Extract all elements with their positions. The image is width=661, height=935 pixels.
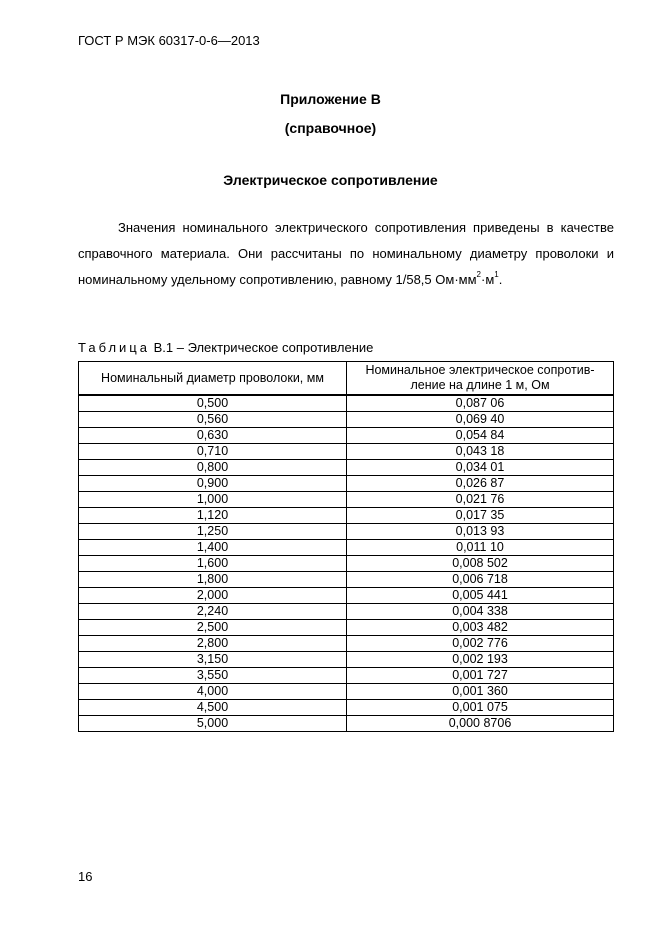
document-header: ГОСТ Р МЭК 60317-0-6—2013	[78, 33, 260, 48]
table-row	[79, 492, 614, 508]
cell-resistance: 0,054 84	[347, 428, 614, 444]
cell-resistance: 0,069 40	[347, 412, 614, 428]
caption-label: Таблица	[78, 340, 150, 355]
cell-diameter: 1,250	[79, 524, 347, 540]
table-row	[79, 395, 614, 412]
cell-diameter: 4,500	[79, 700, 347, 716]
table-row	[79, 444, 614, 460]
cell-diameter: 2,500	[79, 620, 347, 636]
cell-diameter: 0,900	[79, 476, 347, 492]
cell-resistance: 0,006 718	[347, 572, 614, 588]
cell-resistance: 0,001 727	[347, 668, 614, 684]
caption-text: В.1 – Электрическое сопротивление	[149, 340, 374, 355]
paragraph-text: Значения номинального электрического сопротивления приведены в качестве справочного материала. Они рассчитаны по номинальному диаметру проволоки и номинальному удельному сопротивлению, равному 1/58,5 Ом·мм	[78, 220, 614, 287]
cell-diameter: 1,600	[79, 556, 347, 572]
cell-resistance: 0,001 075	[347, 700, 614, 716]
table-row	[79, 684, 614, 700]
cell-resistance: 0,043 18	[347, 444, 614, 460]
cell-diameter: 2,000	[79, 588, 347, 604]
appendix-title: Приложение В	[280, 91, 381, 107]
cell-resistance: 0,002 776	[347, 636, 614, 652]
cell-diameter: 0,800	[79, 460, 347, 476]
resistance-table	[78, 361, 614, 732]
cell-resistance: 0,004 338	[347, 604, 614, 620]
cell-resistance: 0,034 01	[347, 460, 614, 476]
cell-resistance: 0,000 8706	[347, 716, 614, 732]
cell-resistance: 0,002 193	[347, 652, 614, 668]
table-row	[79, 540, 614, 556]
cell-diameter: 1,120	[79, 508, 347, 524]
cell-resistance: 0,003 482	[347, 620, 614, 636]
cell-diameter: 0,710	[79, 444, 347, 460]
cell-diameter: 0,500	[79, 395, 347, 412]
cell-resistance: 0,087 06	[347, 395, 614, 412]
header-resistance-text: Номинальное электрическое сопротив-ление на длине 1 м, Ом	[365, 363, 595, 392]
exponent-2: 2	[476, 270, 481, 279]
unit-meter: ·м	[480, 272, 495, 287]
cell-diameter: 5,000	[79, 716, 347, 732]
cell-resistance: 0,011 10	[347, 540, 614, 556]
table-row	[79, 556, 614, 572]
table-row	[79, 476, 614, 492]
table-row	[79, 604, 614, 620]
cell-resistance: 0,017 35	[347, 508, 614, 524]
table-row	[79, 716, 614, 732]
header-resistance	[347, 362, 614, 396]
table-row	[79, 572, 614, 588]
table-row	[79, 668, 614, 684]
table-row	[79, 508, 614, 524]
table-row	[79, 588, 614, 604]
cell-resistance: 0,005 441	[347, 588, 614, 604]
cell-resistance: 0,026 87	[347, 476, 614, 492]
cell-diameter: 0,630	[79, 428, 347, 444]
cell-diameter: 3,550	[79, 668, 347, 684]
table-header-row	[79, 362, 614, 396]
table-row	[79, 620, 614, 636]
exponent-minus-1: 1	[494, 270, 499, 279]
cell-resistance: 0,001 360	[347, 684, 614, 700]
cell-diameter: 0,560	[79, 412, 347, 428]
cell-resistance: 0,021 76	[347, 492, 614, 508]
table-caption	[78, 340, 373, 355]
section-title: Электрическое сопротивление	[223, 172, 438, 188]
cell-diameter: 4,000	[79, 684, 347, 700]
table-row	[79, 428, 614, 444]
cell-diameter: 1,000	[79, 492, 347, 508]
cell-diameter: 1,800	[79, 572, 347, 588]
table-row	[79, 460, 614, 476]
body-paragraph	[78, 215, 614, 293]
cell-diameter: 2,240	[79, 604, 347, 620]
header-diameter: Номинальный диаметр проволоки, мм	[79, 362, 347, 396]
cell-diameter: 1,400	[79, 540, 347, 556]
paragraph-end: .	[498, 272, 503, 287]
appendix-subtitle: (справочное)	[284, 120, 377, 136]
table-row	[79, 652, 614, 668]
page-number: 16	[78, 869, 93, 884]
table-row	[79, 412, 614, 428]
cell-diameter: 3,150	[79, 652, 347, 668]
table-row	[79, 524, 614, 540]
table-row	[79, 700, 614, 716]
table-row	[79, 636, 614, 652]
cell-diameter: 2,800	[79, 636, 347, 652]
cell-resistance: 0,008 502	[347, 556, 614, 572]
cell-resistance: 0,013 93	[347, 524, 614, 540]
